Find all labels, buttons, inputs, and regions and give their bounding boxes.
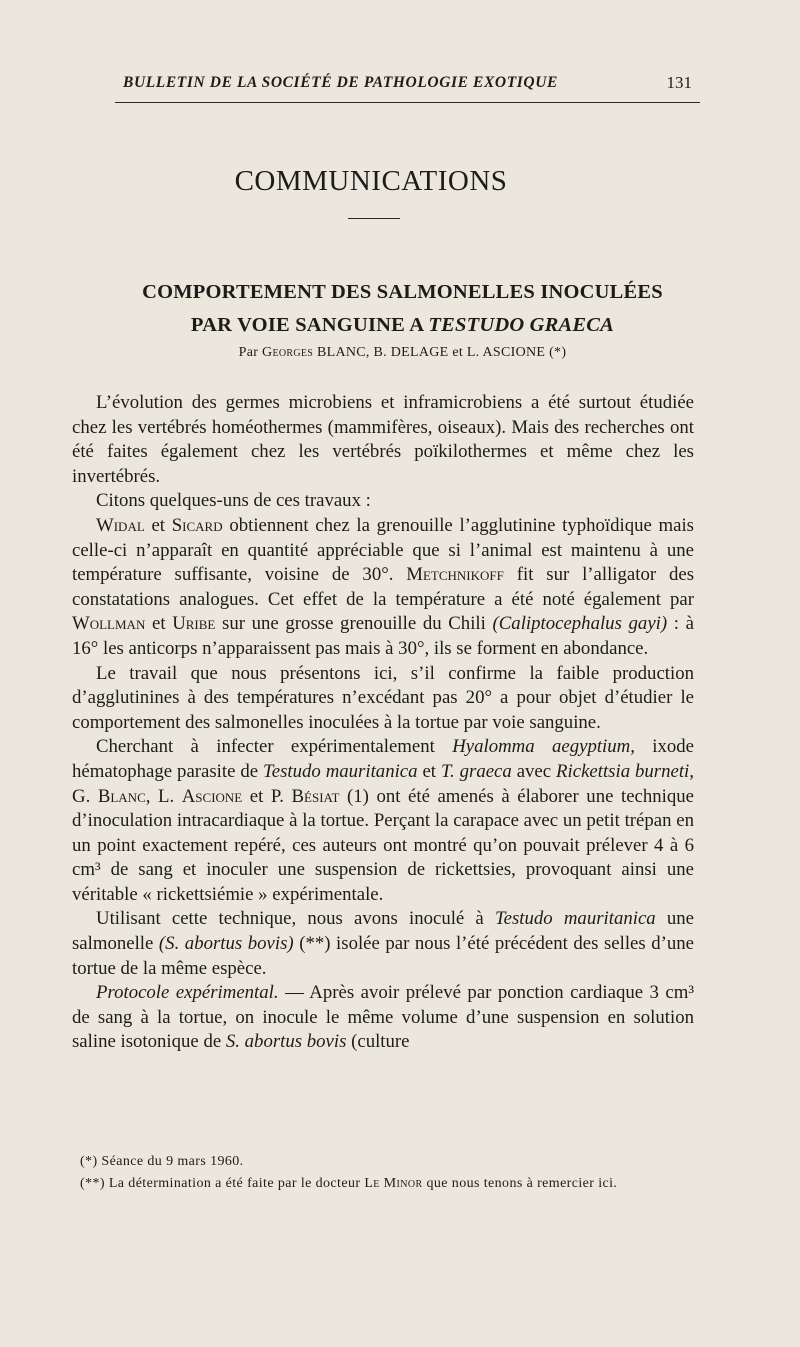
species-name: Hyalomma aegyptium,	[452, 736, 635, 758]
paragraph-3	[72, 514, 694, 662]
article-body	[72, 391, 694, 1055]
article-title	[60, 276, 745, 342]
text-run: (culture	[346, 1031, 410, 1053]
byline-par: Par	[238, 345, 259, 360]
footnote-1: (*) Séance du 9 mars 1960.	[80, 1154, 244, 1169]
text-run: Cherchant à infecter expérimentalement	[96, 736, 453, 758]
journal-title: BULLETIN DE LA SOCIÉTÉ DE PATHOLOGIE EXOTIQUE	[123, 74, 558, 91]
section-divider	[348, 218, 400, 219]
paragraph-5	[72, 735, 694, 907]
byline-first-name: Georges	[262, 345, 314, 360]
text-run: Utilisant cette technique, nous avons inoculé à	[96, 908, 495, 930]
species-name: T. graeca	[440, 760, 512, 782]
section-title: COMMUNICATIONS	[234, 165, 508, 197]
page-number: 131	[666, 73, 692, 92]
species-name: S. abortus bovis	[225, 1031, 347, 1053]
article-title-line2	[60, 309, 745, 342]
text-run: que nous tenons à remercier ici.	[422, 1176, 618, 1191]
text-run: : à 16° les anticorps n’apparaissent pas mais à 30°, ils se forment en abondance.	[72, 613, 694, 659]
text-run: — Après avoir prélevé par ponction cardiaque 3 cm³ de sang à la tortue, on inocule le même volume d’une suspension en solution saline isotonique de	[72, 982, 695, 1053]
author-wollman: Wollman	[72, 613, 146, 635]
paragraph-1: L’évolution des germes microbiens et inframicrobiens a été surtout étudiée chez les vertébrés homéothermes (mammifères, oiseaux). Mais des recherches ont été faites également chez les vertébrés poïkilothermes et même chez les invertébrés.	[72, 392, 694, 487]
author-uribe: Uribe	[172, 613, 216, 635]
text-run: (**) isolée par nous l’été précédent des selles d’une tortue de la même espèce.	[72, 933, 694, 979]
text-run: ixode hématophage parasite de	[72, 736, 695, 782]
author-sicard: Sicard	[171, 514, 223, 536]
paragraph-7	[72, 981, 694, 1055]
byline	[60, 345, 745, 361]
byline-authors: BLANC, B. DELAGE et L. ASCIONE	[316, 345, 546, 360]
author-widal: Widal	[96, 514, 145, 536]
text-run: et P.	[242, 785, 292, 807]
text-run: sur une grosse grenouille du Chili	[215, 613, 493, 635]
author-le-minor: Le Minor	[364, 1176, 423, 1191]
text-run: avec	[511, 760, 557, 782]
text-run: et	[145, 613, 173, 635]
running-header	[115, 72, 700, 96]
text-run: (**) La détermination a été faite par le docteur	[80, 1176, 365, 1191]
text-run: (1) ont été amenés à élaborer une technique d’inoculation intracardiaque à la tortue. Perçant la carapace avec un petit trépan en un point exactement repéré, ces auteurs ont montré qu’on pouvait prélever 4 à 6 cm³ de sang et inoculer une suspension de rickettsies, provoquant ainsi une véritable « rickettsiémie » expérimentale.	[72, 785, 694, 905]
paragraph-4: Le travail que nous présentons ici, s’il confirme la faible production d’agglutinines à des températures n’excédant pas 20° a pour objet d’étudier le comportement des salmonelles inoculées à la tortue par voie sanguine.	[72, 662, 694, 733]
paragraph-2: Citons quelques-uns de ces travaux :	[96, 490, 371, 512]
text-run: , L.	[145, 785, 182, 807]
author-besiat: Bésiat	[291, 785, 340, 807]
text-run: fit sur l’alligator des constatations analogues. Cet effet de la température a été noté également par	[72, 564, 694, 610]
text-run: obtiennent chez la grenouille l’agglutinine typhoïdique mais celle-ci n’apparaît en quantité appréciable que si l’animal est maintenu à une température suffisante, voisine de 30°.	[72, 514, 694, 586]
text-run: et	[417, 760, 441, 782]
text-run: G.	[72, 785, 98, 807]
title-species: TESTUDO GRAECA	[428, 314, 615, 336]
species-name: (Caliptocephalus gayi)	[492, 613, 668, 635]
byline-footnote-mark: (*)	[549, 345, 567, 360]
header-rule	[115, 102, 700, 103]
footnote-2	[72, 1174, 700, 1194]
species-name: (S. abortus bovis)	[158, 933, 294, 955]
author-metchnikoff: Metchnikoff	[406, 564, 504, 586]
article-title-line1: COMPORTEMENT DES SALMONELLES INOCULÉES	[142, 281, 663, 303]
text-run: une salmonelle	[72, 908, 694, 955]
text-run: et	[144, 514, 172, 536]
species-name: Rickettsia burneti,	[556, 760, 694, 782]
author-ascione: Ascione	[181, 785, 243, 807]
title-prefix: PAR VOIE SANGUINE A	[190, 314, 424, 336]
protocol-heading: Protocole expérimental.	[96, 982, 279, 1004]
species-name: Testudo mauritanica	[263, 760, 418, 782]
species-name: Testudo mauritanica	[494, 908, 656, 930]
paragraph-6	[72, 907, 694, 981]
author-blanc: Blanc	[97, 785, 146, 807]
footnotes	[72, 1152, 700, 1194]
